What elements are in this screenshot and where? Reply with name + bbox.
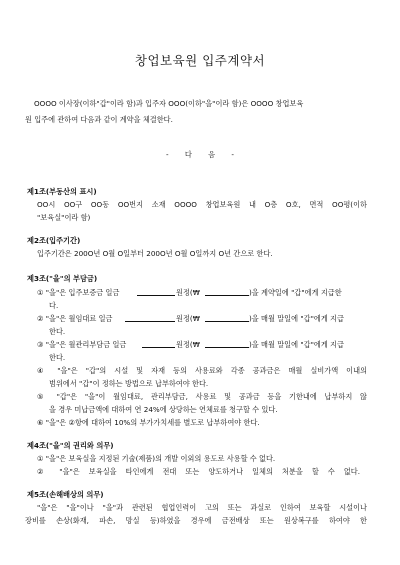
intro-line-2: 원 입주에 관하여 다음과 같이 계약을 체결한다.	[25, 115, 173, 124]
article-2-heading: 제2조(입주기간)	[27, 236, 81, 245]
article-1-heading: 제1조(부동산의 표시)	[27, 187, 97, 196]
amount-figure-blank-1	[205, 287, 249, 300]
article-1-line-1: OO시 OO구 OO동 OO번지 소재 OOOO 창업보육원 내 O층 O호, 면적 OO평(이하	[37, 200, 367, 209]
article-3-item-3-c: )을 매월 말일에 "갑"에게 지급	[249, 340, 344, 349]
amount-figure-blank-3	[205, 339, 249, 352]
amount-blank-2	[125, 313, 175, 326]
article-3-item-5-a: ⑤ "갑"은 "을"이 월임대료, 관리부담금, 사용료 및 공과금 등을 기한내에 납부하지 않	[37, 392, 367, 401]
article-1-line-2: "보육실"이라 함)	[37, 213, 91, 222]
article-4-heading: 제4조("을"의 권리와 의무)	[27, 441, 114, 450]
article-5-heading: 제5조(손해배상의 의무)	[27, 490, 104, 499]
article-5-line-1: "을"은 "을"이나 "을"과 관련된 협업인력이 고의 또는 과실로 인하여 보육할 시설이나	[37, 503, 367, 512]
article-3-item-6: ⑥ "을"은 ②항에 대하여 10%의 부가가치세를 별도로 납부하여야 한다.	[37, 418, 260, 427]
article-3-item-2-d: 한다.	[49, 327, 66, 336]
document-title: 창업보육원 입주계약서	[134, 53, 266, 68]
article-3-item-2-b: 원정(₩	[176, 314, 200, 323]
article-5-line-2: 장비를 손상(화재, 파손, 망실 등)하였을 경우에 금전배상 또는 원상복구를 하여야 한	[25, 516, 367, 525]
article-3-item-1-a: ① "을"은 입주보증금 일금	[37, 288, 120, 297]
article-3-item-1-d: 다.	[49, 301, 59, 310]
article-3-item-2-a: ② "을"은 월임대료 일금	[37, 314, 113, 323]
amount-blank-3	[142, 339, 175, 352]
article-4-item-1: ① "을"은 보육실을 지정된 기술(제품)의 개발 이외의 용도로 사용할 수 없다.	[37, 454, 276, 463]
article-3-item-5-b: 을 경우 미납금액에 대하여 연 24%에 상당하는 연체료를 청구할 수 있다.	[49, 405, 278, 414]
amount-figure-blank-2	[205, 313, 249, 326]
article-2-line-1: 입주기간은 200O년 O월 O일부터 200O년 O월 O일까지 O년 간으로 한다.	[37, 249, 273, 258]
amount-blank-1	[137, 287, 175, 300]
intro-line-1: OOOO 이사장(이하"갑"이라 함)과 입주자 OOO(이하"을"이라 함)은 OOOO 창업보육	[34, 99, 304, 108]
article-3-item-1-b: 원정(₩	[176, 288, 200, 297]
article-3-item-3-b: 원정(₩	[176, 340, 200, 349]
article-3-item-1-c: )을 계약일에 "갑"에게 지급한	[249, 288, 342, 297]
article-3-item-3-a: ③ "을"은 월관리부담금 일금	[37, 340, 127, 349]
article-3-item-4-a: ④ "을"은 "갑"의 시설 및 자재 등의 사용료와 각종 공과금은 매월 실비가액 이내의	[37, 366, 367, 375]
section-divider-da-eum: - 다 음 -	[166, 150, 234, 159]
article-3-item-2-c: )을 매월 말일에 "갑"에게 지급	[249, 314, 344, 323]
article-4-item-2: ② "을"은 보육실을 타인에게 전대 또는 양도하거나 일체의 처분을 할 수 없다.	[37, 467, 360, 476]
article-3-item-4-b: 범위에서 "갑"이 정하는 방법으로 납부하여야 한다.	[49, 379, 209, 388]
article-3-heading: 제3조("을"의 부담금)	[27, 274, 98, 283]
article-3-item-3-d: 한다.	[49, 353, 66, 362]
